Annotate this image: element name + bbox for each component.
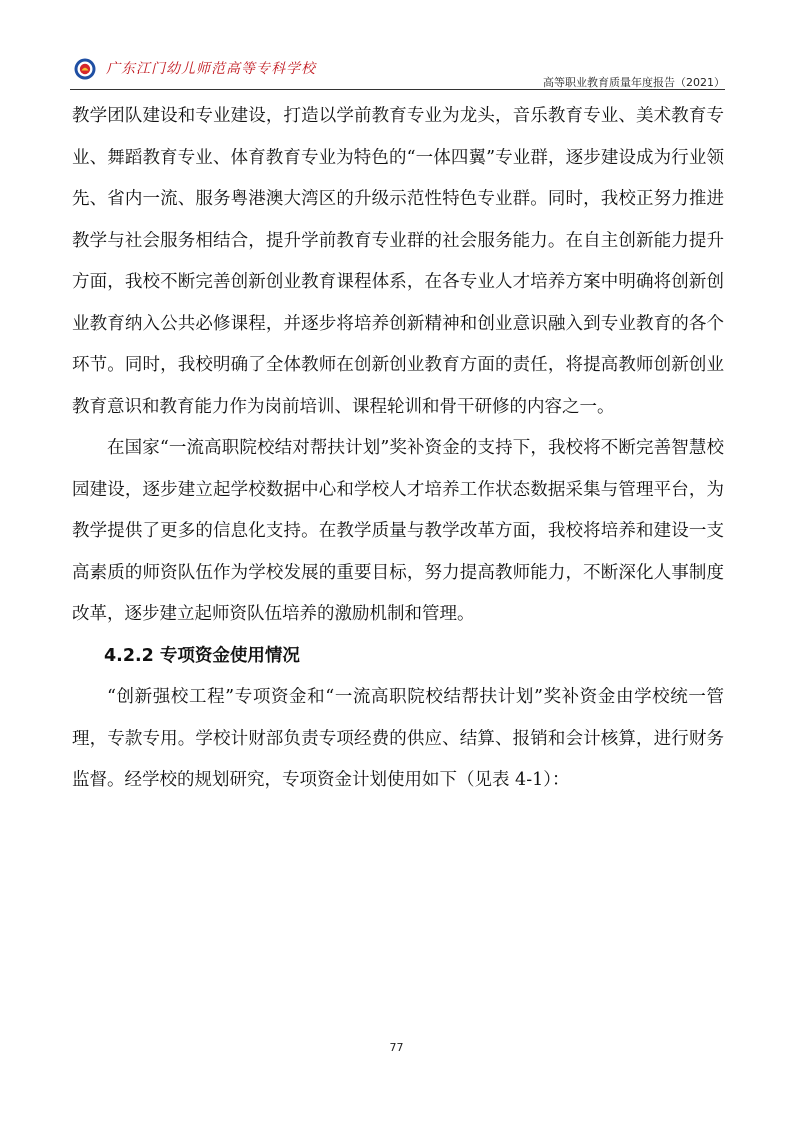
school-emblem-icon (74, 58, 96, 80)
page-body (72, 96, 724, 802)
page-header (70, 52, 725, 90)
body-paragraph-3: “创新强校工程”专项资金和“一流高职院校结帮扶计划”奖补资金由学校统一管理，专款专用。学校计财部负责专项经费的供应、结算、报销和会计核算，进行财务监督。经学校的规划研究，专项资金计划使用如下（见表 4-1）： (72, 687, 724, 790)
page-number: 77 (389, 1041, 404, 1054)
school-name: 广东江门幼儿师范高等专科学校 (106, 61, 316, 77)
body-paragraph-2: 在国家“一流高职院校结对帮扶计划”奖补资金的支持下，我校将不断完善智慧校园建设，逐步建立起学校数据中心和学校人才培养工作状态数据采集与管理平台，为教学提供了更多的信息化支持。在教学质量与教学改革方面，我校将培养和建设一支高素质的师资队伍作为学校发展的重要目标，努力提高教师能力，不断深化人事制度改革，逐步建立起师资队伍培养的激励机制和管理。 (72, 438, 724, 624)
body-paragraph-1: 教学团队建设和专业建设，打造以学前教育专业为龙头，音乐教育专业、美术教育专业、舞蹈教育专业、体育教育专业为特色的“一体四翼”专业群，逐步建设成为行业领先、省内一流、服务粤港澳大湾区的升级示范性特色专业群。同时，我校正努力推进教学与社会服务相结合，提升学前教育专业群的社会服务能力。在自主创新能力提升方面，我校不断完善创新创业教育课程体系，在各专业人才培养方案中明确将创新创业教育纳入公共必修课程，并逐步将培养创新精神和创业意识融入到专业教育的各个环节。同时，我校明确了全体教师在创新创业教育方面的责任，将提高教师创新创业教育意识和教育能力作为岗前培训、课程轮训和骨干研修的内容之一。 (72, 106, 724, 417)
header-divider (70, 89, 725, 90)
report-title: 高等职业教育质量年度报告（2021） (543, 76, 725, 89)
section-heading: 4.2.2 专项资金使用情况 (104, 645, 300, 666)
